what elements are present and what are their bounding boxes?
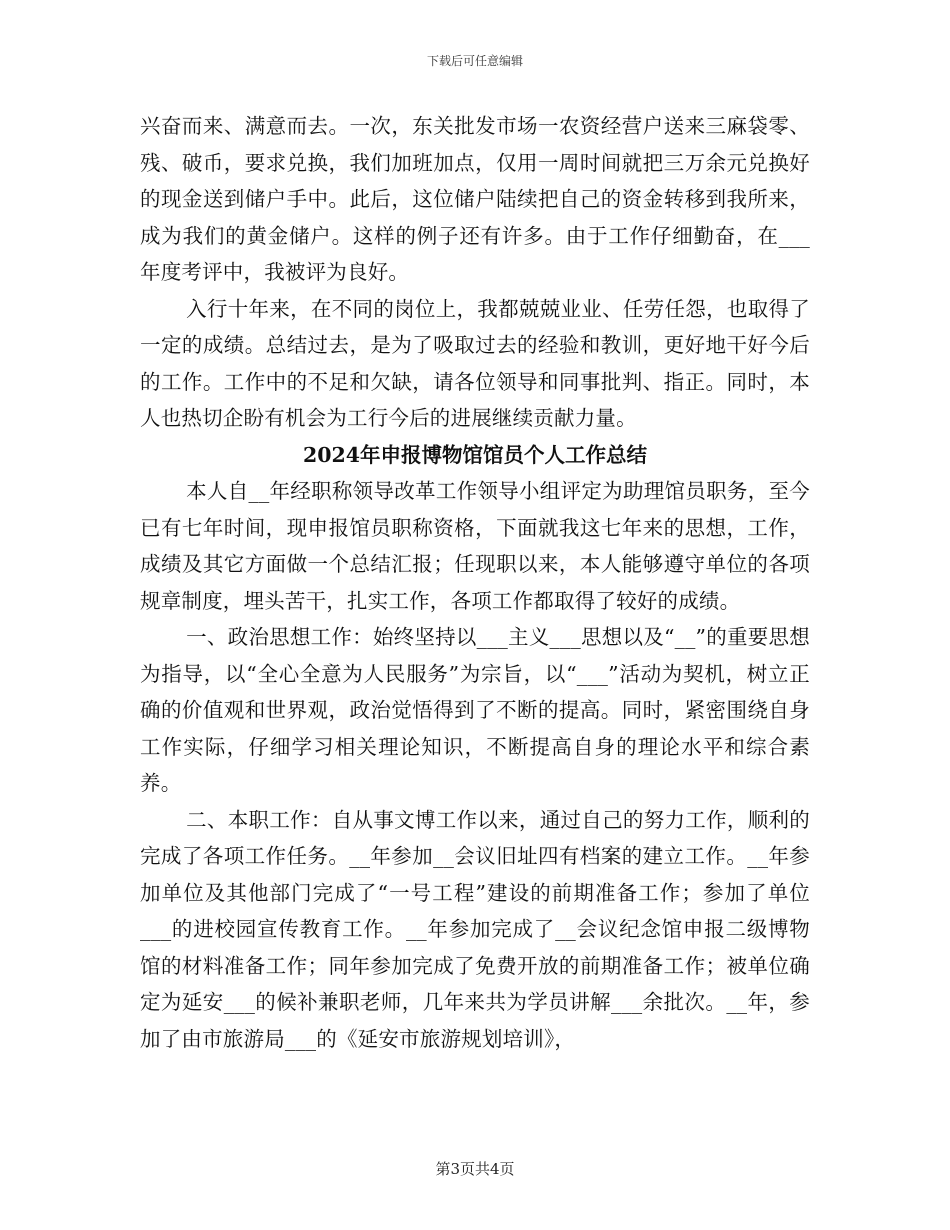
paragraph-continued: 兴奋而来、满意而去。一次，东关批发市场一农资经营户送来三麻袋零、残、破币，要求兑换，我们加班加点，仅用一周时间就把三万余元兑换好的现金送到储户手中。此后，这位储户陆续把自己的资金转移到我所来，成为我们的黄金储户。这样的例子还有许多。由于工作仔细勤奋，在___年度考评中，我被评为良好。 xyxy=(140,114,810,284)
paragraph-duty-work: 二、本职工作：自从事文博工作以来，通过自己的努力工作，顺利的完成了各项工作任务。__年参加__会议旧址四有档案的建立工作。__年参加单位及其他部门完成了“一号工程”建设的前期准备工作；参加了单位___的进校园宣传教育工作。__年参加完成了__会议纪念馆申报二级博物馆的材料准备工作；同年参加完成了免费开放的前期准备工作；被单位确定为延安___的候补兼职老师，几年来共为学员讲解___余批次。__年，参加了由市旅游局___的《延安市旅游规划培训》， xyxy=(140,807,810,1051)
page-header-note: 下载后可任意编辑 xyxy=(426,54,523,68)
section-title: 2024年申报博物馆馆员个人工作总结 xyxy=(302,442,648,467)
page-number: 第3页共4页 xyxy=(435,1160,515,1178)
paragraph-summary: 入行十年来，在不同的岗位上，我都兢兢业业、任劳任怨，也取得了一定的成绩。总结过去，是为了吸取过去的经验和教训，更好地干好今后的工作。工作中的不足和欠缺，请各位领导和同事批判、指正。同时，本人也热切企盼有机会为工行今后的进展继续贡献力量。 xyxy=(140,296,810,430)
document-body xyxy=(140,108,810,1057)
paragraph-intro: 本人自__年经职称领导改革工作领导小组评定为助理馆员职务，至今已有七年时间，现申报馆员职称资格，下面就我这七年来的思想，工作，成绩及其它方面做一个总结汇报；任现职以来，本人能够遵守单位的各项规章制度，埋头苦干，扎实工作，各项工作都取得了较好的成绩。 xyxy=(140,479,810,613)
paragraph-political-work: 一、政治思想工作：始终坚持以___主义___思想以及“__”的重要思想为指导，以“全心全意为人民服务”为宗旨，以“___”活动为契机，树立正确的价值观和世界观，政治觉悟得到了不断的提高。同时，紧密围绕自身工作实际，仔细学习相关理论知识，不断提高自身的理论水平和综合素养。 xyxy=(140,625,810,795)
